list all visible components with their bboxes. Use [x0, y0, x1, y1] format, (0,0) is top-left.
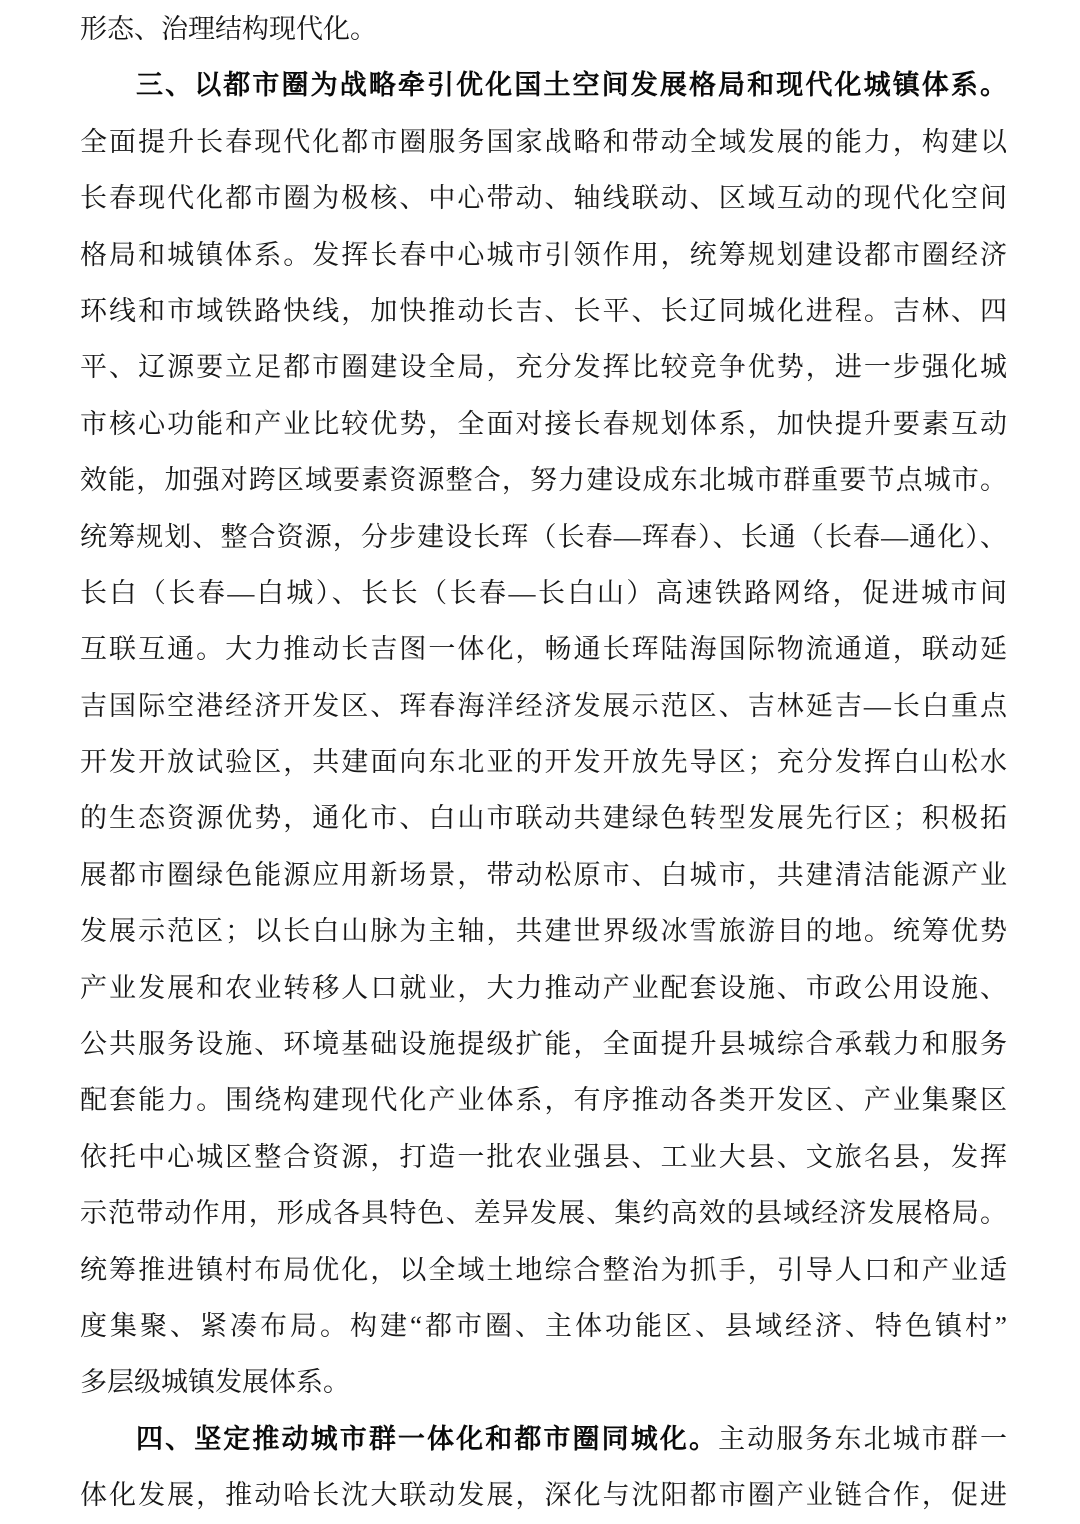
text-line: 市核心功能和产业比较优势，全面对接长春规划体系，加快提升要素互动: [80, 408, 1007, 439]
text-line: 统筹规划、整合资源，分步建设长珲（长春—珲春）、长通（长春—通化）、: [80, 521, 1007, 552]
text-line: 产业发展和农业转移人口就业，大力推动产业配套设施、市政公用设施、: [80, 972, 1007, 1003]
text-line: 发展示范区；以长白山脉为主轴，共建世界级冰雪旅游目的地。统筹优势: [80, 916, 1007, 947]
text-line: 效能，加强对跨区域要素资源整合，努力建设成东北城市群重要节点城市。: [80, 465, 1007, 496]
text-line: 体化发展，推动哈长沈大联动发展，深化与沈阳都市圈产业链合作，促进: [80, 1480, 1007, 1511]
section-heading-3: [80, 57, 1007, 113]
text-line: 长春现代化都市圈为极核、中心带动、轴线联动、区域互动的现代化空间: [80, 183, 1007, 214]
text-line: 展都市圈绿色能源应用新场景，带动松原市、白城市，共建清洁能源产业: [80, 859, 1007, 890]
text-line: 平、辽源要立足都市圈建设全局，充分发挥比较竞争优势，进一步强化城: [80, 352, 1007, 383]
section-heading-4: [80, 1411, 1007, 1467]
text-line: 的生态资源优势，通化市、白山市联动共建绿色转型发展先行区；积极拓: [80, 803, 1007, 834]
text-line: 格局和城镇体系。发挥长春中心城市引领作用，统筹规划建设都市圈经济: [80, 239, 1007, 270]
text-run: 主动服务东北城市群一: [718, 1423, 1007, 1454]
text-line: 长白（长春—白城）、长长（长春—长白山）高速铁路网络，促进城市间: [80, 577, 1007, 608]
text-line: 配套能力。围绕构建现代化产业体系，有序推动各类开发区、产业集聚区: [80, 1085, 1007, 1116]
text-line: 全面提升长春现代化都市圈服务国家战略和带动全域发展的能力，构建以: [80, 126, 1007, 157]
text-line: 开发开放试验区，共建面向东北亚的开发开放先导区；充分发挥白山松水: [80, 747, 1007, 778]
text-line: 统筹推进镇村布局优化，以全域土地综合整治为抓手，引导人口和产业适: [80, 1254, 1007, 1285]
text-line: 互联互通。大力推动长吉图一体化，畅通长珲陆海国际物流通道，联动延: [80, 634, 1007, 665]
text-line: 公共服务设施、环境基础设施提级扩能，全面提升县城综合承载力和服务: [80, 1029, 1007, 1060]
text-line: 依托中心城区整合资源，打造一批农业强县、工业大县、文旅名县，发挥: [80, 1141, 1007, 1172]
text-line: 度集聚、紧凑布局。构建“都市圈、主体功能区、县域经济、特色镇村”: [80, 1310, 1007, 1341]
text-line: 环线和市域铁路快线，加快推动长吉、长平、长辽同城化进程。吉林、四: [80, 295, 1007, 326]
text-line: 形态、治理结构现代化。: [80, 14, 377, 44]
text-line: 多层级城镇发展体系。: [80, 1367, 350, 1398]
text-line: 吉国际空港经济开发区、珲春海洋经济发展示范区、吉林延吉—长白重点: [80, 690, 1007, 721]
section-heading-3-text: 三、以都市圈为战略牵引优化国土空间发展格局和现代化城镇体系。: [136, 70, 1007, 101]
text-line: 示范带动作用，形成各具特色、差异发展、集约高效的县域经济发展格局。: [80, 1198, 1007, 1229]
section-heading-4-text: 四、坚定推动城市群一体化和都市圈同城化。: [136, 1423, 719, 1454]
